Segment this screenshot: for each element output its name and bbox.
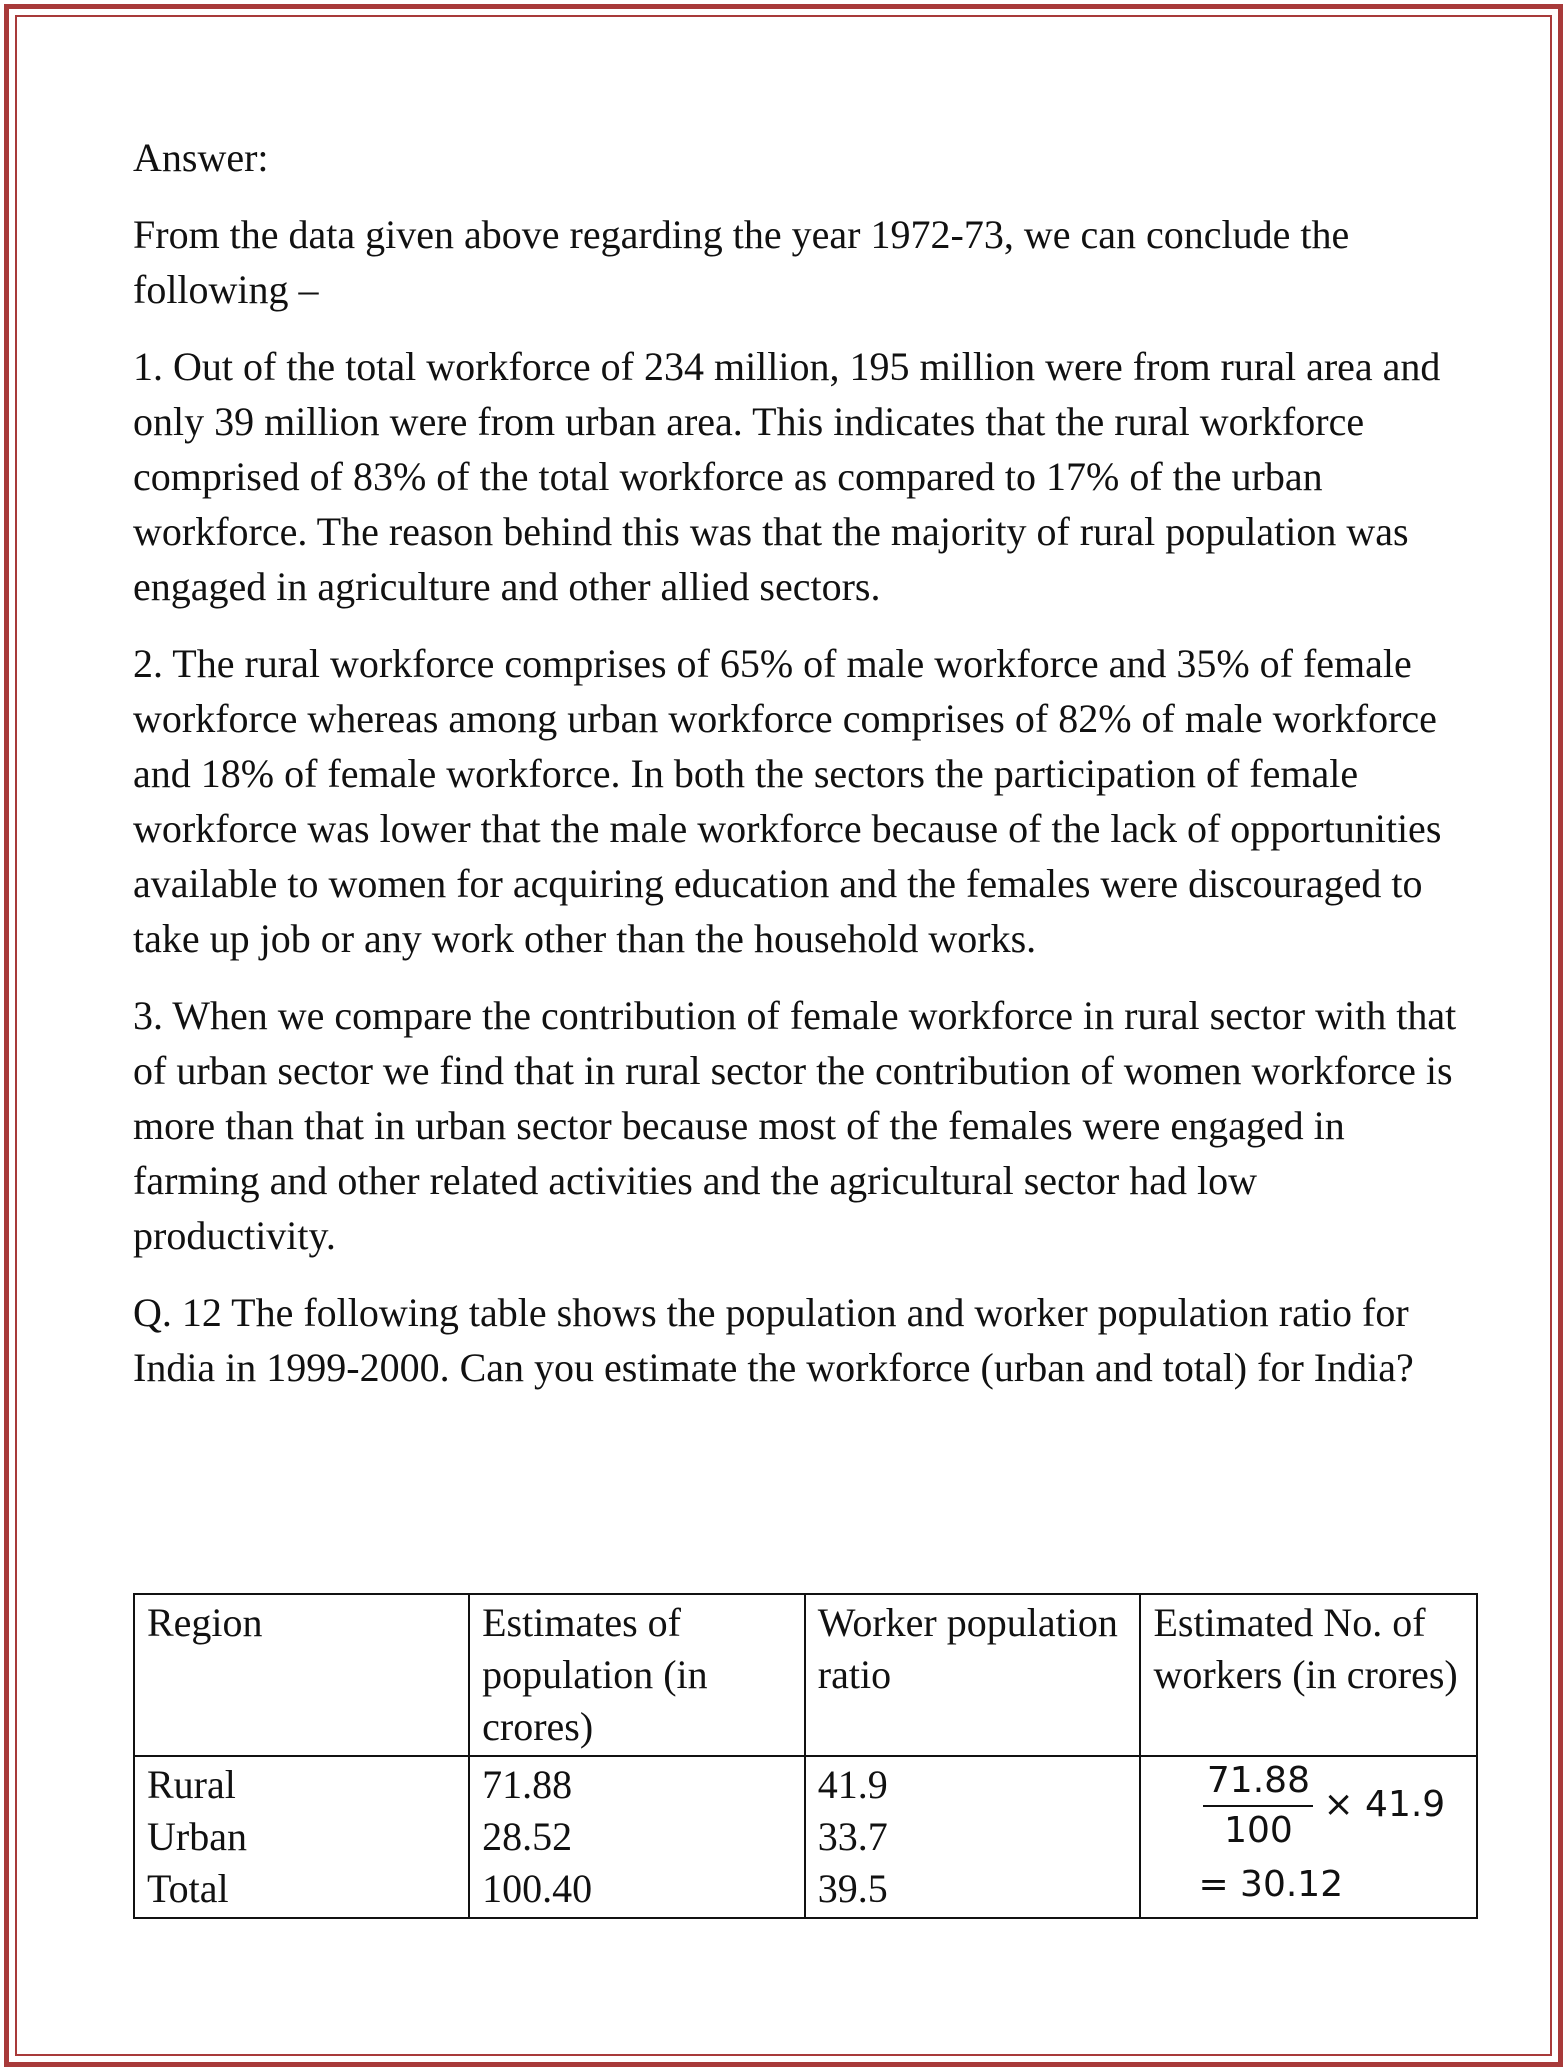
multiplier: × 41.9: [1323, 1784, 1446, 1825]
population-urban: 28.52: [482, 1814, 573, 1859]
population-rural: 71.88: [482, 1762, 573, 1807]
region-cell: [134, 1756, 469, 1918]
region-total: Total: [147, 1866, 229, 1911]
calculation-result: = 30.12: [1198, 1864, 1344, 1905]
header-ratio: Worker population ratio: [805, 1594, 1141, 1756]
ratio-total: 39.5: [817, 1866, 888, 1911]
ratio-cell: [805, 1756, 1141, 1918]
answer-label: Answer:: [133, 135, 269, 180]
point-2: 2. The rural workforce comprises of 65% of male workforce and 35% of female workforce whereas among urban workforce comprises of 82% of male workforce and 18% of female workforce. In both the sectors the participation of female workforce was lower that the male workforce because of the lack of opportunities available to women for acquiring education and the females were discouraged to take up job or any work other than the household works.: [133, 641, 1442, 961]
point-1: 1. Out of the total workforce of 234 million, 195 million were from rural area and only 39 million were from urban area. This indicates that the rural workforce comprised of 83% of the total workforce as compared to 17% of the urban workforce. The reason behind this was that the majority of rural population was engaged in agriculture and other allied sectors.: [133, 344, 1441, 609]
header-population: Estimates of population (in crores): [469, 1594, 805, 1756]
fraction-denominator: 100: [1224, 1810, 1293, 1851]
population-total: 100.40: [482, 1866, 593, 1911]
population-cell: [469, 1756, 805, 1918]
workers-cell: [1140, 1756, 1477, 1918]
workforce-table: [133, 1593, 1478, 1919]
table-header-row: [134, 1594, 1477, 1756]
fraction: [1203, 1759, 1313, 1853]
fraction-numerator: 71.88: [1203, 1759, 1313, 1807]
point-3: 3. When we compare the contribution of female workforce in rural sector with that of urban sector we find that in rural sector the contribution of women workforce is more than that in urban sector because most of the females were engaged in farming and other related activities and the agricultural sector had low productivity.: [133, 993, 1457, 1258]
question-12: Q. 12 The following table shows the population and worker population ratio for India in 1999-2000. Can you estimate the workforce (urban and total) for India?: [133, 1290, 1414, 1390]
header-workers: Estimated No. of workers (in crores): [1140, 1594, 1477, 1756]
rural-workers-calculation: [1153, 1759, 1464, 1909]
header-region: Region: [134, 1594, 469, 1756]
region-urban: Urban: [147, 1814, 247, 1859]
ratio-urban: 33.7: [817, 1814, 888, 1859]
table-row: [134, 1756, 1477, 1918]
region-rural: Rural: [147, 1762, 236, 1807]
intro-paragraph: From the data given above regarding the year 1972-73, we can conclude the following –: [133, 212, 1350, 312]
ratio-rural: 41.9: [817, 1762, 888, 1807]
answer-content: [133, 130, 1463, 1417]
